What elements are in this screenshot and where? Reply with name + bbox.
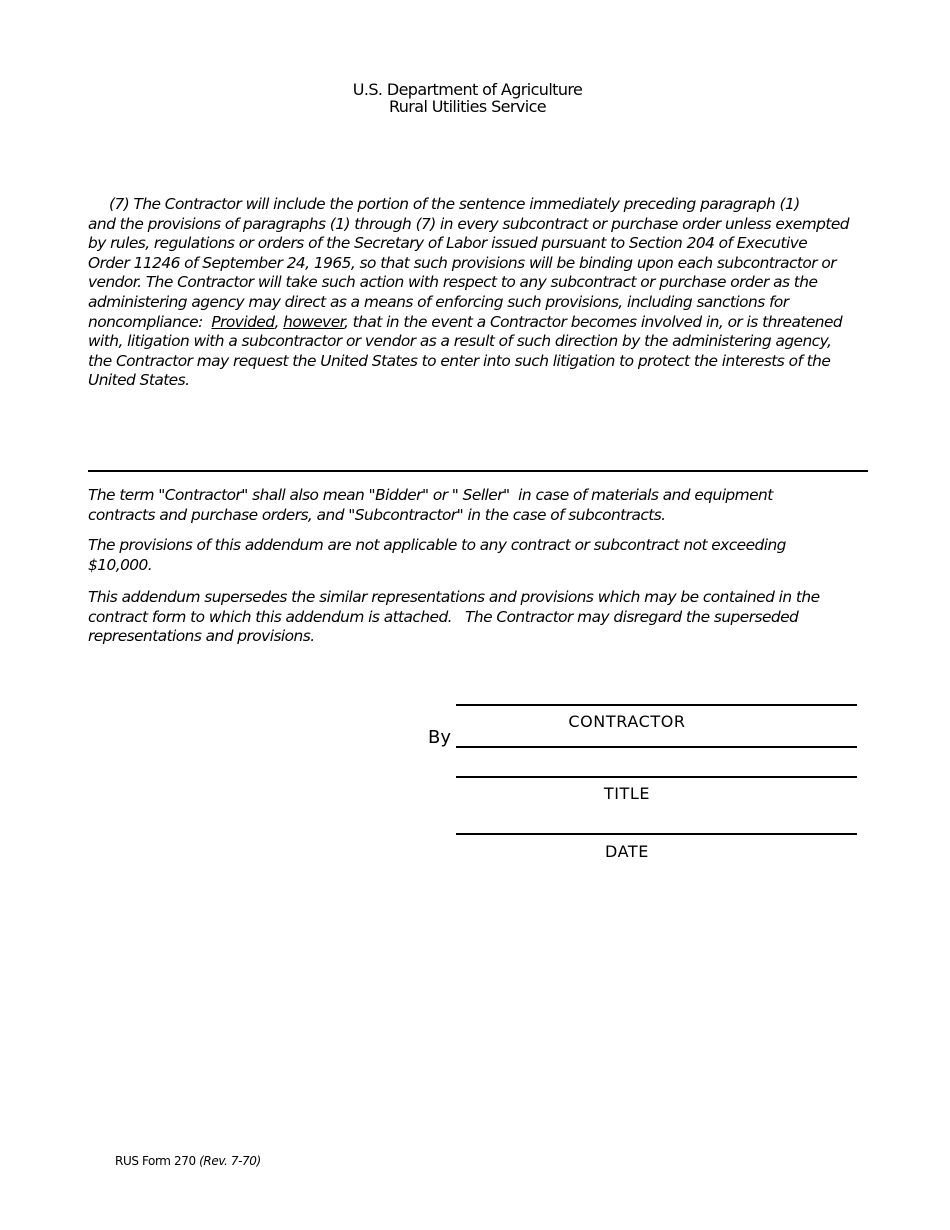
text-fragment: , bbox=[274, 312, 284, 331]
paragraph-line: representations and provisions. bbox=[88, 627, 315, 646]
paragraph-line: contracts and purchase orders, and "Subcontractor" in the case of subcontracts. bbox=[88, 505, 666, 524]
date-label: DATE bbox=[604, 842, 650, 861]
title-label: TITLE bbox=[603, 784, 651, 803]
paragraph-line bbox=[88, 313, 849, 333]
supersedes-note bbox=[88, 588, 820, 647]
paragraph-line: by rules, regulations or orders of the Secretary of Labor issued pursuant to Section 204 of Executive bbox=[88, 234, 808, 253]
however-term: however bbox=[283, 312, 344, 331]
paragraph-line: the Contractor may request the United States to enter into such litigation to protect the interests of the bbox=[88, 351, 831, 370]
paragraph-line: $10,000. bbox=[88, 555, 153, 574]
paragraph-line: (7) The Contractor will include the portion of the sentence immediately preceding paragraph (1) bbox=[109, 195, 800, 213]
text-fragment: , that in the event a Contractor becomes involved in, or is threatened bbox=[344, 312, 843, 331]
form-footer bbox=[115, 1154, 261, 1168]
by-label: By bbox=[428, 727, 452, 748]
form-number: RUS Form 270 bbox=[115, 1154, 196, 1168]
form-revision: (Rev. 7-70) bbox=[199, 1154, 261, 1168]
service-name: Rural Utilities Service bbox=[388, 97, 547, 116]
document-header bbox=[0, 81, 935, 115]
contractor-signature-line[interactable] bbox=[456, 704, 857, 706]
paragraph-line: Order 11246 of September 24, 1965, so that such provisions will be binding upon each subcontractor or bbox=[88, 253, 836, 272]
paragraph-line: This addendum supersedes the similar representations and provisions which may be contained in the bbox=[88, 588, 820, 606]
threshold-note bbox=[88, 536, 786, 575]
contractor-label: CONTRACTOR bbox=[568, 712, 686, 731]
paragraph-line: and the provisions of paragraphs (1) through (7) in every subcontract or purchase order unless exempted bbox=[88, 214, 849, 233]
paragraph-line: with, litigation with a subcontractor or vendor as a result of such direction by the administering agency, bbox=[88, 332, 832, 351]
paragraph-line: The provisions of this addendum are not applicable to any contract or subcontract not exceeding bbox=[88, 536, 786, 554]
paragraph-line: The term "Contractor" shall also mean "Bidder" or " Seller" in case of materials and equipment bbox=[88, 486, 773, 504]
date-line[interactable] bbox=[456, 833, 857, 835]
agency-name: U.S. Department of Agriculture bbox=[352, 80, 583, 99]
provided-term: Provided bbox=[211, 312, 275, 331]
contractor-definition bbox=[88, 486, 773, 525]
text-fragment: noncompliance: bbox=[88, 312, 212, 331]
paragraph-line: contract form to which this addendum is attached. The Contractor may disregard the superseded bbox=[88, 607, 799, 626]
paragraph-line: administering agency may direct as a means of enforcing such provisions, including sanctions for bbox=[88, 292, 789, 311]
by-signature-line[interactable] bbox=[456, 746, 857, 748]
paragraph-7 bbox=[88, 195, 849, 391]
title-line[interactable] bbox=[456, 776, 857, 778]
paragraph-line: vendor. The Contractor will take such action with respect to any subcontract or purchase order as the bbox=[88, 273, 818, 292]
paragraph-line: United States. bbox=[88, 371, 190, 390]
section-divider bbox=[88, 470, 868, 472]
